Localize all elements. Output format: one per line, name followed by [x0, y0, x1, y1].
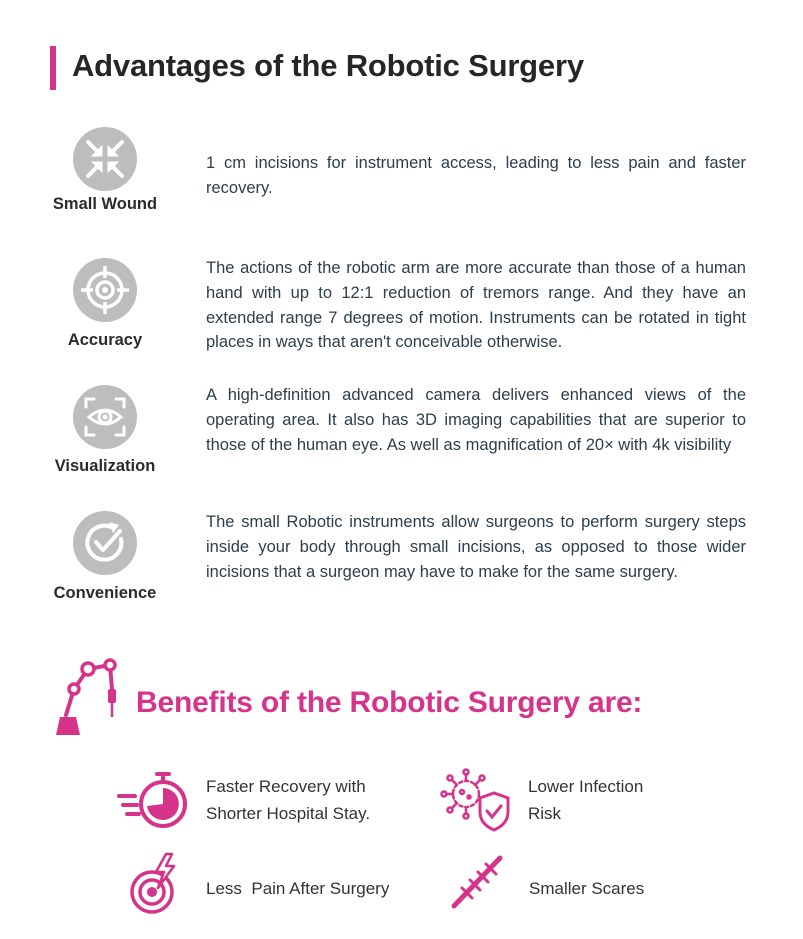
benefit-text-faster-recovery-line1: Faster Recovery with [206, 777, 366, 796]
benefit-text-less-pain: Less Pain After Surgery [206, 879, 390, 898]
advantage-label-convenience: Convenience [53, 584, 157, 602]
advantage-label-small-wound: Small Wound [52, 195, 158, 213]
advantage-text-small-wound: 1 cm incisions for instrument access, leading to less pain and faster recovery. [206, 154, 746, 197]
advantage-label-accuracy: Accuracy [67, 331, 143, 349]
advantage-text-convenience: The small Robotic instruments allow surgeons to perform surgery steps inside your body through small incisions, as opposed to those wider incisions that a surgeon may have to make for the same surgery. [206, 513, 746, 581]
eye-scan-icon [73, 385, 137, 449]
stitched-scar-icon [450, 854, 504, 910]
benefits-title: Benefits of the Robotic Surgery are: [136, 686, 643, 719]
page-title: Advantages of the Robotic Surgery [72, 48, 584, 83]
benefit-text-lower-infection-line2: Risk [528, 804, 562, 823]
fast-stopwatch-icon [115, 768, 191, 832]
title-accent-bar [50, 46, 56, 90]
robotic-arm-icon [50, 655, 126, 739]
benefit-text-faster-recovery-line2: Shorter Hospital Stay. [206, 804, 371, 823]
advantage-text-visualization: A high-definition advanced camera delivers enhanced views of the operating area. It also has 3D imaging capabilities that are superior to those of the human eye. As well as magnification of 20× with 4k visibility [206, 386, 746, 454]
advantage-text-accuracy: The actions of the robotic arm are more accurate than those of a human hand with up to 12:1 reduction of tremors range. And they have an extended range 7 degrees of motion. Instruments can be rotated in tight places in ways that aren't conceivable otherwise. [206, 259, 746, 352]
benefit-text-smaller-scares: Smaller Scares [529, 879, 645, 898]
crosshair-target-icon [73, 258, 137, 322]
refresh-check-icon [73, 511, 137, 575]
virus-shield-icon [440, 768, 512, 832]
benefit-text-lower-infection-line1: Lower Infection [528, 777, 644, 796]
compress-arrows-icon [73, 127, 137, 191]
pain-target-icon [128, 852, 180, 916]
advantage-label-visualization: Visualization [54, 457, 156, 475]
